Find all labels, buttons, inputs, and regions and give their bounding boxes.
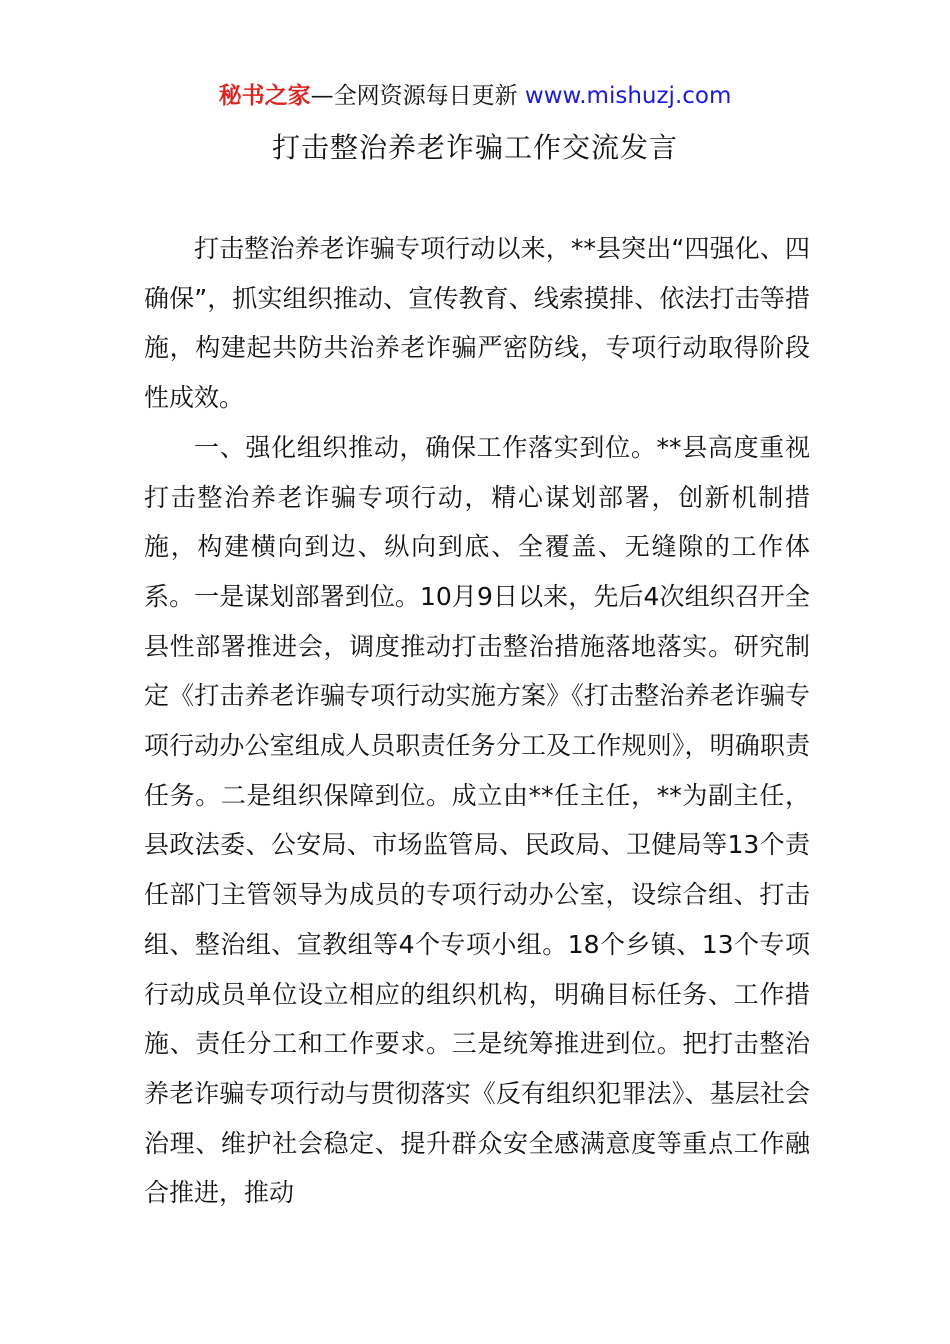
site-header	[0, 80, 950, 112]
brand-name: 秘书之家	[218, 83, 311, 109]
paragraph-intro: 打击整治养老诈骗专项行动以来，**县突出“四强化、四确保”，抓实组织推动、宣传教育、线索摸排、依法打击等措施，构建起共防共治养老诈骗严密防线，专项行动取得阶段性成效。	[144, 234, 810, 413]
site-url[interactable]: www.mishuzj.com	[524, 83, 732, 109]
paragraph-section-one: 一、强化组织推动，确保工作落实到位。**县高度重视打击整治养老诈骗专项行动，精心谋划部署，创新机制措施，构建横向到边、纵向到底、全覆盖、无缝隙的工作体系。一是谋划部署到位。10月9日以来，先后4次组织召开全县性部署推进会，调度推动打击整治措施落地落实。研究制定《打击养老诈骗专项行动实施方案》《打击整治养老诈骗专项行动办公室组成人员职责任务分工及工作规则》，明确职责任务。二是组织保障到位。成立由**任主任，**为副主任，县政法委、公安局、市场监管局、民政局、卫健局等13个责任部门主管领导为成员的专项行动办公室，设综合组、打击组、整治组、宣教组等4个专项小组。18个乡镇、13个专项行动成员单位设立相应的组织机构，明确目标任务、工作措施、责任分工和工作要求。三是统筹推进到位。把打击整治养老诈骗专项行动与贯彻落实《反有组织犯罪法》、基层社会治理、维护社会稳定、提升群众安全感满意度等重点工作融合推进，推动	[144, 432, 810, 1208]
header-tagline: —全网资源每日更新	[310, 83, 518, 109]
document-body	[144, 224, 810, 1218]
document-title: 打击整治养老诈骗工作交流发言	[271, 131, 678, 164]
